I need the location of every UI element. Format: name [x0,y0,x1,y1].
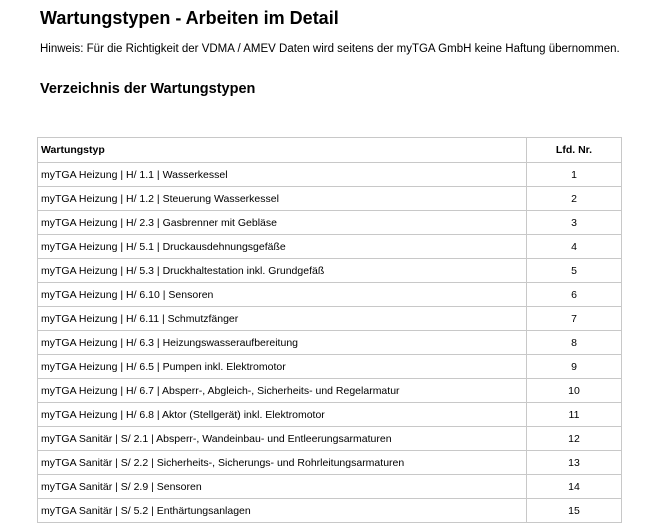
table-row [38,283,621,306]
cell-type: myTGA Heizung | H/ 6.8 | Aktor (Stellgerät) inkl. Elektromotor [38,403,526,426]
maintenance-types-table-container [37,137,622,523]
cell-type: myTGA Heizung | H/ 6.5 | Pumpen inkl. Elektromotor [38,355,526,378]
cell-nr: 13 [527,451,621,474]
table-row [38,307,621,330]
table-row [38,187,621,210]
column-header-nr: Lfd. Nr. [527,138,621,162]
cell-type: myTGA Heizung | H/ 1.2 | Steuerung Wasserkessel [38,187,526,210]
cell-nr: 9 [527,355,621,378]
cell-type: myTGA Heizung | H/ 6.10 | Sensoren [38,283,526,306]
section-heading: Verzeichnis der Wartungstypen [40,81,256,97]
cell-type: myTGA Heizung | H/ 6.3 | Heizungswasseraufbereitung [38,331,526,354]
cell-nr: 8 [527,331,621,354]
column-header-type: Wartungstyp [38,138,526,162]
cell-type: myTGA Sanitär | S/ 5.2 | Enthärtungsanlagen [38,499,526,522]
cell-nr: 15 [527,499,621,522]
cell-nr: 6 [527,283,621,306]
table-row [38,163,621,186]
table-row [38,355,621,378]
cell-nr: 12 [527,427,621,450]
table-row [38,499,621,522]
table-row [38,211,621,234]
cell-nr: 10 [527,379,621,402]
cell-nr: 3 [527,211,621,234]
cell-nr: 4 [527,235,621,258]
cell-type: myTGA Heizung | H/ 2.3 | Gasbrenner mit Gebläse [38,211,526,234]
cell-type: myTGA Heizung | H/ 5.3 | Druckhaltestation inkl. Grundgefäß [38,259,526,282]
cell-type: myTGA Sanitär | S/ 2.1 | Absperr-, Wandeinbau- und Entleerungsarmaturen [38,427,526,450]
maintenance-types-table [37,137,622,523]
cell-type: myTGA Heizung | H/ 6.7 | Absperr-, Abgleich-, Sicherheits- und Regelarmatur [38,379,526,402]
cell-type: myTGA Sanitär | S/ 2.2 | Sicherheits-, Sicherungs- und Rohrleitungsarmaturen [38,451,526,474]
cell-type: myTGA Sanitär | S/ 2.9 | Sensoren [38,475,526,498]
cell-type: myTGA Heizung | H/ 1.1 | Wasserkessel [38,163,526,186]
disclaimer-notice: Hinweis: Für die Richtigkeit der VDMA / AMEV Daten wird seitens der myTGA GmbH keine Haftung übernommen. [40,43,620,55]
cell-nr: 14 [527,475,621,498]
table-header-row [38,138,621,162]
table-row [38,475,621,498]
table-row [38,259,621,282]
cell-type: myTGA Heizung | H/ 5.1 | Druckausdehnungsgefäße [38,235,526,258]
cell-nr: 7 [527,307,621,330]
table-row [38,427,621,450]
cell-nr: 2 [527,187,621,210]
table-row [38,235,621,258]
cell-nr: 1 [527,163,621,186]
table-row [38,379,621,402]
table-row [38,331,621,354]
page-title: Wartungstypen - Arbeiten im Detail [40,8,339,28]
cell-type: myTGA Heizung | H/ 6.11 | Schmutzfänger [38,307,526,330]
table-row [38,451,621,474]
table-row [38,403,621,426]
cell-nr: 11 [527,403,621,426]
cell-nr: 5 [527,259,621,282]
